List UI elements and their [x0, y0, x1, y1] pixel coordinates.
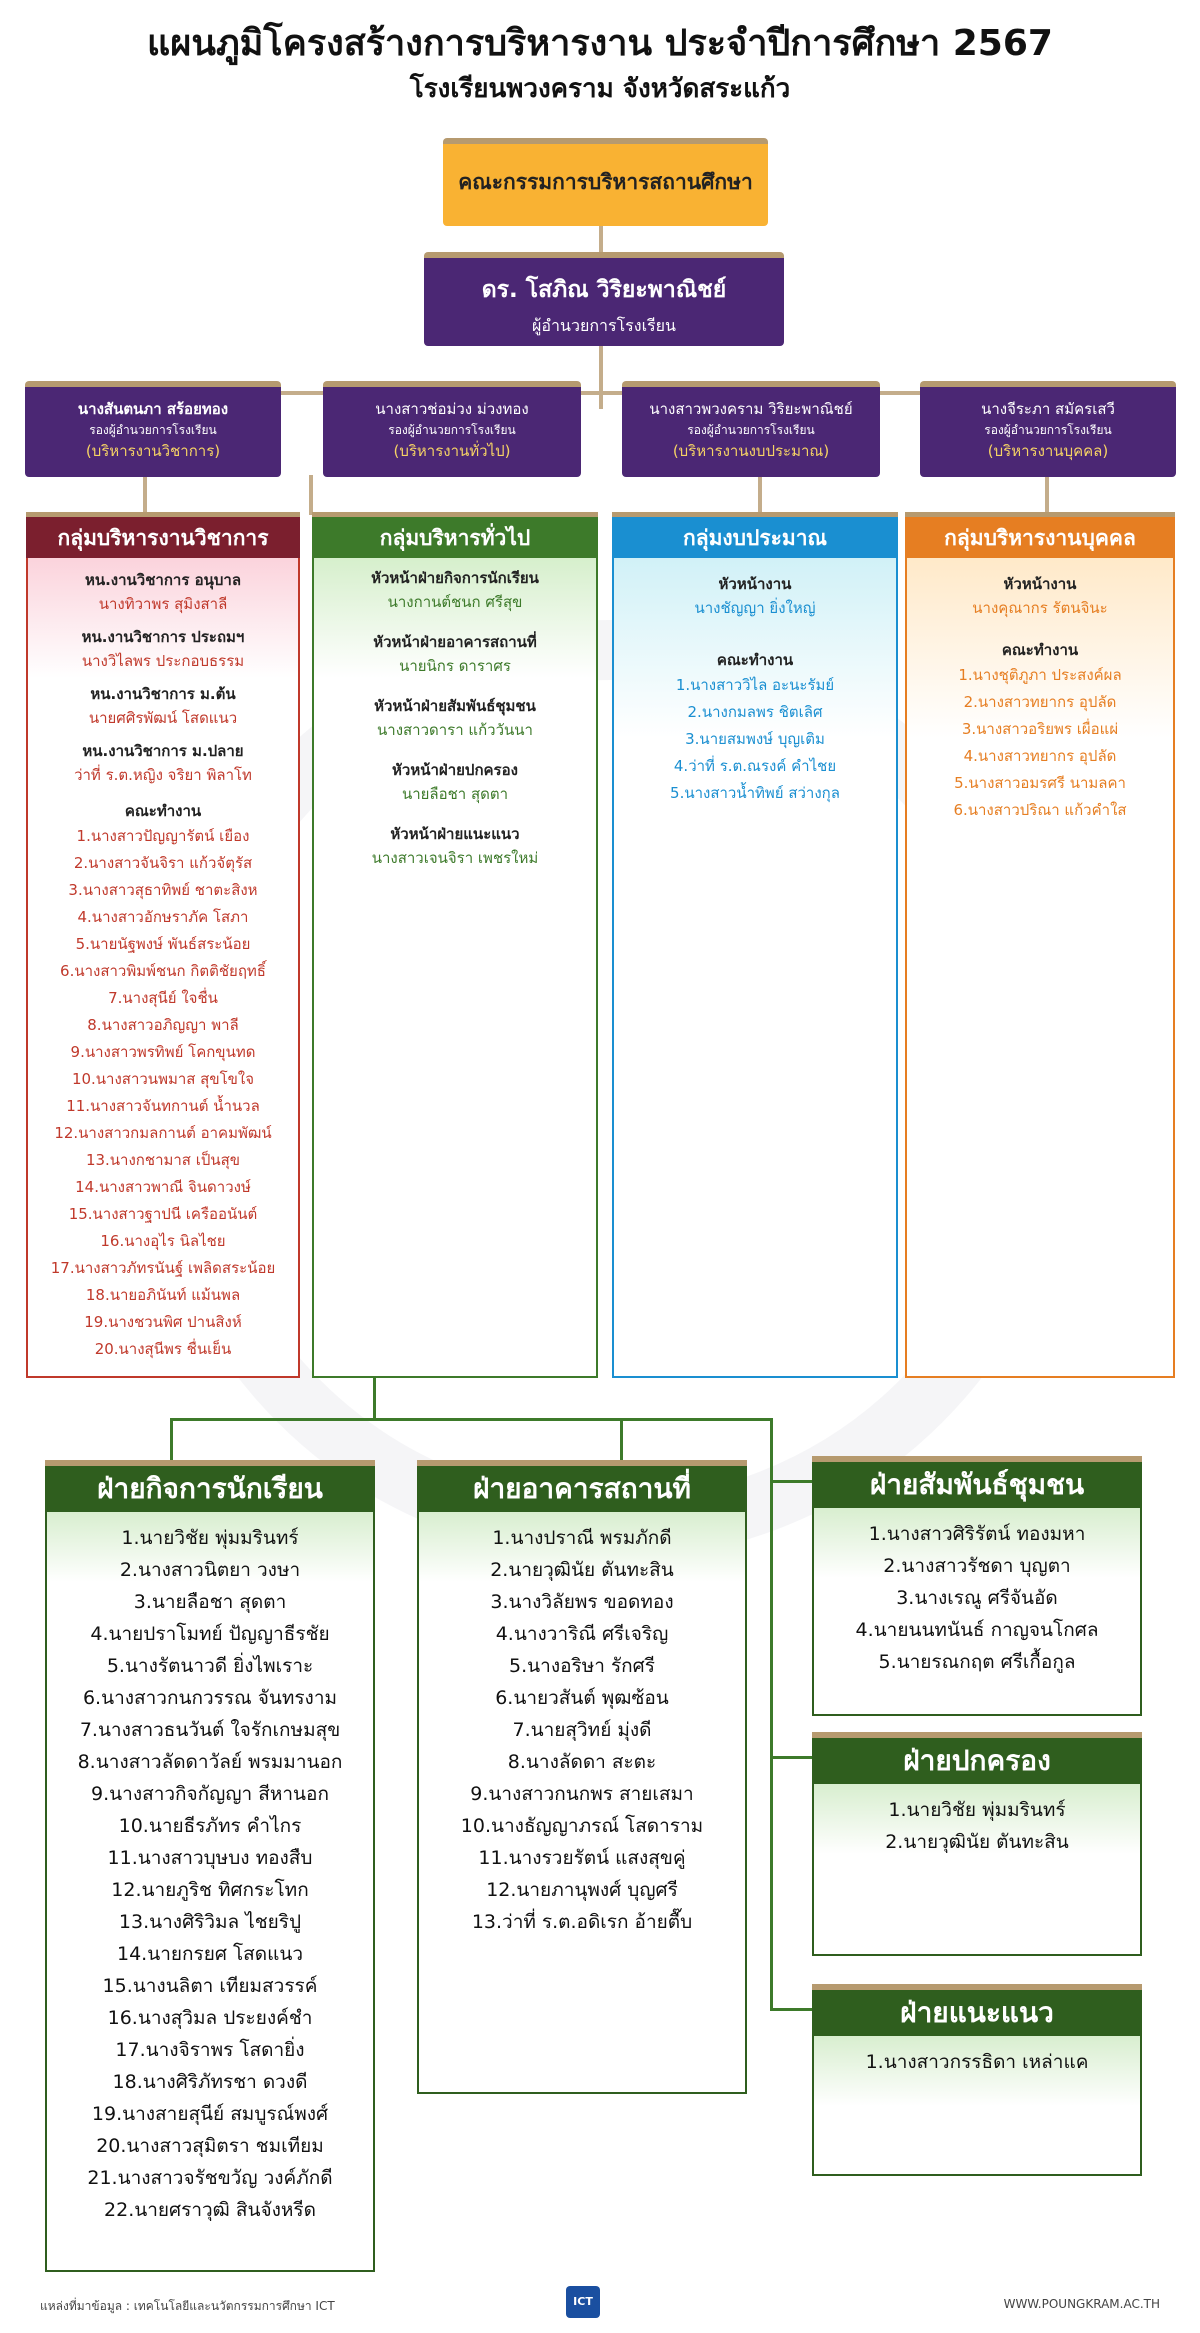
list-item: 8.นางลัดดา สะตะ: [507, 1751, 657, 1773]
personnel-head-name: นางคุณากร รัตนจินะ: [972, 599, 1108, 617]
list-item: 18.นางศิริภัทรชา ดวงดี: [112, 2071, 308, 2093]
buildings-list: [419, 1522, 745, 1938]
discipline-list: [814, 1794, 1140, 1858]
list-item: 9.นางสาวกิจกัญญา สีหานอก: [91, 1783, 329, 1805]
list-item: 17.นางสาวภัทรนันฐ์ เพลิดสระน้อย: [50, 1259, 276, 1277]
deputy-role: รองผู้อำนวยการโรงเรียน: [388, 423, 516, 437]
list-item: 1.นางสาวกรรธิดา เหล่าแค: [865, 2051, 1089, 2073]
list-item: 8.นางสาวอภิญญา พาลี: [87, 1016, 239, 1034]
deputy-area: (บริหารงานบุคคล): [987, 442, 1109, 460]
list-item: 2.นางสาวทยากร อุปลัด: [963, 693, 1117, 711]
list-item: 22.นายศราวุฒิ สินจังหรีด: [104, 2199, 316, 2221]
team-label: คณะทำงาน: [716, 651, 794, 669]
student-affairs-list: [47, 1522, 373, 2226]
list-item: 3.นายลือชา สุดตา: [133, 1591, 287, 1613]
general-head: หัวหน้าฝ่ายแนะแนว นางสาวเจนจิรา เพชรใหม่: [371, 825, 539, 867]
group-personnel: [905, 558, 1175, 1378]
list-item: 2.นายวุฒินัย ตันทะสิน: [490, 1559, 674, 1581]
dept-header-community: ฝ่ายสัมพันธ์ชุมชน: [812, 1456, 1142, 1510]
list-item: 19.นางชวนพิศ ปานสิงห์: [84, 1313, 242, 1331]
list-item: 10.นางสาวนพมาส สุขโขใจ: [71, 1070, 255, 1088]
list-item: 7.นางสาวธนวันต์ ใจรักเกษมสุข: [79, 1719, 341, 1741]
list-item: 2.นางสาวรัชดา บุญตา: [883, 1555, 1071, 1577]
list-item: 7.นางสุนีย์ ใจชื่น: [108, 989, 218, 1007]
list-item: 4.นางวาริณี ศรีเจริญ: [495, 1623, 669, 1645]
list-item: 10.นางธัญญาภรณ์ โสดาราม: [460, 1815, 704, 1837]
list-item: 5.นางอริษา รักศรี: [509, 1655, 655, 1677]
budget-head-role: หัวหน้างาน: [718, 575, 792, 593]
list-item: 12.นายภูริช ทิศกระโทก: [111, 1879, 309, 1901]
deputy-role: รองผู้อำนวยการโรงเรียน: [984, 423, 1112, 437]
list-item: 3.นางสาวอริยพร เผื่อแผ่: [961, 720, 1119, 738]
list-item: 4.นายนนทนันธ์ กาญจนโกศล: [855, 1619, 1099, 1641]
list-item: 6.นางสาวกนกวรรณ จันทรงาม: [82, 1687, 338, 1709]
deputy-box-budget: [622, 381, 880, 477]
list-item: 3.นางเรณู ศรีจันอัด: [896, 1587, 1058, 1609]
dept-student-affairs: [45, 1512, 375, 2272]
committee-label: คณะกรรมการบริหารสถานศึกษา: [458, 170, 753, 194]
list-item: 6.นายวสันต์ พุฒซ้อน: [495, 1687, 669, 1709]
list-item: 4.นางสาวอักษราภัค โสภา: [77, 908, 249, 926]
list-item: 2.นางกมลพร ชิตเลิศ: [687, 703, 823, 721]
deputy-box-personnel: [920, 381, 1176, 477]
group-academic: [26, 558, 300, 1378]
list-item: 5.นางสาวอมรศรี นามลคา: [954, 774, 1126, 792]
group-header-personnel: กลุ่มบริหารงานบุคคล: [905, 512, 1175, 562]
budget-head-name: นางชัญญา ยิ่งใหญ่: [694, 599, 816, 617]
list-item: 6.นางสาวพิมพ์ชนก กิตติชัยฤทธิ์: [60, 962, 266, 980]
personnel-head-role: หัวหน้างาน: [1003, 575, 1077, 593]
list-item: 17.นางจิราพร โสดายิ่ง: [115, 2039, 305, 2061]
general-head: หัวหน้าฝ่ายกิจการนักเรียน นางกานต์ชนก ศรีสุข: [371, 569, 539, 611]
group-general: [312, 558, 598, 1378]
list-item: 12.นางสาวกมลกานต์ อาคมพัฒน์: [54, 1124, 272, 1142]
list-item: 5.นายรณกฤต ศรีเกื้อกูล: [878, 1651, 1076, 1673]
academic-head: หน.งานวิชาการ ม.ปลาย ว่าที่ ร.ต.หญิง จริยา พิลาโท: [74, 742, 252, 784]
general-head: หัวหน้าฝ่ายสัมพันธ์ชุมชน นางสาวดารา แก้ววันนา: [374, 697, 536, 739]
list-item: 18.นายอภินันท์ แม้นพล: [85, 1286, 241, 1304]
list-item: 16.นางสุวิมล ประยงค์ชำ: [107, 2007, 313, 2029]
deputy-name: นางสาวช่อม่วง ม่วงทอง: [375, 400, 529, 418]
personnel-team-list: [907, 662, 1173, 824]
dept-header-student-affairs: ฝ่ายกิจการนักเรียน: [45, 1460, 375, 1514]
dept-header-discipline: ฝ่ายปกครอง: [812, 1732, 1142, 1786]
academic-team-list: [28, 823, 298, 1363]
deputy-area: (บริหารงานงบประมาณ): [672, 442, 830, 460]
group-header-general: กลุ่มบริหารทั่วไป: [312, 512, 598, 562]
community-list: [814, 1518, 1140, 1678]
connector-line: [373, 1378, 376, 1418]
page-subtitle: โรงเรียนพวงคราม จังหวัดสระแก้ว: [409, 74, 791, 104]
connector-line: [758, 475, 762, 515]
list-item: 15.นางสาวฐาปนี เครืออนันต์: [68, 1205, 258, 1223]
group-header-academic: กลุ่มบริหารงานวิชาการ: [26, 512, 300, 562]
list-item: 1.นางชุติภูภา ประสงค์ผล: [958, 666, 1122, 684]
footer-source: แหล่งที่มาข้อมูล : เทคโนโลยีและนวัตกรรมการศึกษา ICT: [40, 2299, 335, 2313]
deputy-box-academic: [25, 381, 281, 477]
dept-guidance: [812, 2036, 1142, 2176]
academic-head: หน.งานวิชาการ ประถมฯ นางวิไลพร ประกอบธรรม: [81, 628, 245, 670]
list-item: 13.นางกชามาส เป็นสุข: [85, 1151, 241, 1169]
connector-line: [599, 391, 603, 409]
director-role: ผู้อำนวยการโรงเรียน: [532, 316, 676, 335]
connector-line: [599, 345, 603, 393]
academic-head: หน.งานวิชาการ ม.ต้น นายศศิรพัฒน์ โสดแนว: [88, 685, 238, 727]
guidance-list: [814, 2046, 1140, 2078]
list-item: 16.นางอุไร นิลไชย: [100, 1232, 226, 1250]
list-item: 19.นางสายสุนีย์ สมบูรณ์พงศ์: [91, 2103, 329, 2125]
list-item: 11.นางรวยรัตน์ แสงสุขคู่: [478, 1847, 686, 1869]
team-label: คณะทำงาน: [1001, 641, 1079, 659]
list-item: 5.นางรัตนาวดี ยิ่งไพเราะ: [106, 1655, 314, 1677]
list-item: 9.นางสาวกนกพร สายเสมา: [470, 1783, 694, 1805]
deputy-name: นางจีระภา สมัครเสวี: [981, 400, 1115, 418]
budget-team-list: [614, 672, 896, 807]
list-item: 1.นายวิชัย พุ่มมรินทร์: [121, 1527, 299, 1549]
connector-line: [309, 475, 313, 515]
page-title: แผนภูมิโครงสร้างการบริหารงาน ประจำปีการศึกษา 2567: [147, 23, 1053, 64]
dept-community: [812, 1508, 1142, 1716]
connector-line: [770, 2008, 812, 2011]
list-item: 4.นางสาวทยากร อุปลัด: [963, 747, 1117, 765]
footer-website[interactable]: WWW.POUNGKRAM.AC.TH: [1003, 2297, 1160, 2311]
group-budget: [612, 558, 898, 1378]
list-item: 1.นางปราณี พรมภักดี: [492, 1527, 672, 1549]
academic-head: หน.งานวิชาการ อนุบาล นางทิวาพร สุมิงสาลี: [84, 571, 242, 613]
dept-buildings: [417, 1512, 747, 2094]
list-item: 5.นายนัฐพงษ์ พันธ์สระน้อย: [75, 935, 251, 953]
dept-discipline: [812, 1784, 1142, 1956]
list-item: 10.นายธีรภัทร คำไกร: [118, 1815, 302, 1837]
list-item: 4.ว่าที่ ร.ต.ณรงค์ คำไชย: [673, 757, 837, 775]
list-item: 4.นายปราโมทย์ ปัญญาธีรชัย: [90, 1623, 330, 1645]
list-item: 1.นางสาววิไล อะนะรัมย์: [675, 676, 835, 694]
connector-line: [170, 1418, 772, 1421]
list-item: 1.นางสาวศิริรัตน์ ทองมหา: [868, 1523, 1086, 1545]
list-item: 11.นางสาวจันทกานต์ น้ำนวล: [66, 1097, 260, 1115]
connector-line: [170, 1418, 173, 1464]
deputy-box-general: [323, 381, 581, 477]
deputy-role: รองผู้อำนวยการโรงเรียน: [89, 423, 217, 437]
general-head: หัวหน้าฝ่ายอาคารสถานที่ นายนิกร ดาราศร: [373, 633, 537, 675]
list-item: 20.นางสาวสุมิตรา ชมเทียม: [96, 2135, 324, 2157]
list-item: 3.นางวิลัยพร ขอดทอง: [490, 1591, 674, 1613]
list-item: 1.นางสาวปัญญารัตน์ เยือง: [76, 827, 250, 845]
list-item: 3.นายสมพงษ์ บุญเติม: [685, 730, 825, 748]
deputy-name: นางสาวพวงคราม วิริยะพาณิชย์: [649, 400, 853, 418]
dept-header-guidance: ฝ่ายแนะแนว: [812, 1984, 1142, 2038]
list-item: 1.นายวิชัย พุ่มมรินทร์: [888, 1799, 1066, 1821]
list-item: 9.นางสาวพรทิพย์ โคกขุนทด: [70, 1043, 256, 1061]
general-head: หัวหน้าฝ่ายปกครอง นายลือชา สุดตา: [392, 761, 518, 803]
list-item: 3.นางสาวสุธาทิพย์ ชาตะสิงห: [68, 881, 258, 899]
list-item: 7.นายสุวิทย์ มุ่งดี: [512, 1719, 652, 1741]
list-item: 20.นางสุนีพร ชื่นเย็น: [94, 1340, 232, 1358]
list-item: 13.ว่าที่ ร.ต.อดิเรก อ้ายตื๊บ: [471, 1911, 693, 1933]
committee-box: [443, 138, 768, 226]
list-item: 13.นางศิริวิมล ไชยริปู: [118, 1911, 302, 1933]
list-item: 14.นางสาวพาณี จินดาวงษ์: [75, 1178, 251, 1196]
connector-line: [770, 1480, 812, 1483]
list-item: 2.นางสาวจันจิรา แก้วจัตุรัส: [73, 854, 253, 872]
list-item: 6.นางสาวปริณา แก้วคำใส: [953, 801, 1127, 819]
ict-logo-icon: ICT: [566, 2286, 600, 2318]
deputy-area: (บริหารงานวิชาการ): [85, 442, 221, 460]
deputy-name: นางสันตนภา สร้อยทอง: [77, 400, 229, 418]
group-header-budget: กลุ่มงบประมาณ: [612, 512, 898, 562]
list-item: 5.นางสาวน้ำทิพย์ สว่างกุล: [670, 784, 840, 802]
list-item: 8.นางสาวลัดดาวัลย์ พรมมานอก: [77, 1751, 343, 1773]
list-item: 21.นางสาวจรัชขวัญ วงค์ภักดี: [87, 2167, 333, 2189]
connector-line: [770, 1418, 773, 2010]
team-label: คณะทำงาน: [124, 802, 202, 820]
connector-line: [599, 225, 603, 253]
deputy-role: รองผู้อำนวยการโรงเรียน: [687, 423, 815, 437]
list-item: 2.นายวุฒินัย ตันทะสิน: [885, 1831, 1069, 1853]
list-item: 2.นางสาวนิตยา วงษา: [119, 1559, 301, 1581]
connector-line: [143, 475, 147, 515]
list-item: 14.นายกรยศ โสดแนว: [117, 1943, 303, 1965]
director-box: [424, 252, 784, 346]
connector-line: [770, 1756, 812, 1759]
connector-line: [1045, 475, 1049, 515]
deputy-area: (บริหารงานทั่วไป): [393, 442, 511, 460]
list-item: 12.นายภานุพงศ์ บุญศรี: [486, 1879, 678, 1901]
dept-header-buildings: ฝ่ายอาคารสถานที่: [417, 1460, 747, 1514]
connector-line: [620, 1418, 623, 1464]
list-item: 15.นางนลิตา เทียมสวรรค์: [102, 1975, 318, 1997]
director-name: ดร. โสภิณ วิริยะพาณิชย์: [481, 277, 727, 303]
list-item: 11.นางสาวบุษบง ทองสืบ: [107, 1847, 313, 1869]
